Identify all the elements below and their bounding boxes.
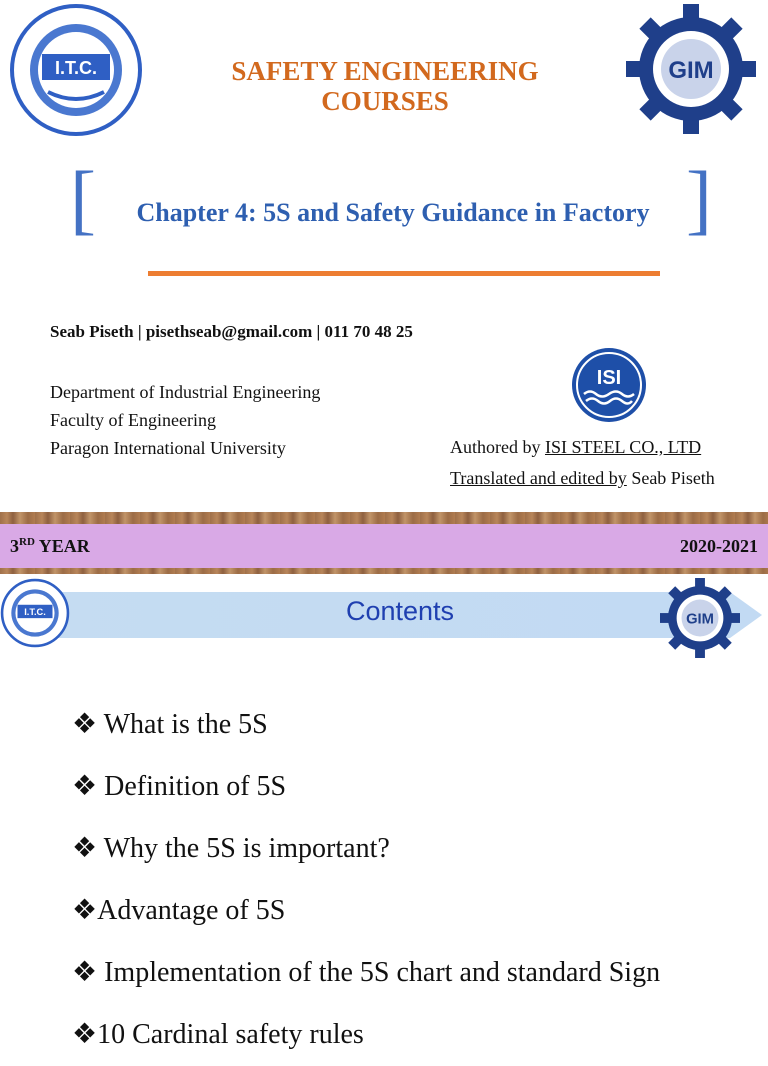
itc-logo-text: I.T.C. [54, 58, 98, 78]
faculty-line: Faculty of Engineering [50, 410, 216, 430]
bullet-diamond-icon: ❖ [72, 1019, 98, 1050]
bracket-right: ] [686, 155, 712, 242]
itc-logo-small-text: I.T.C. [24, 607, 46, 618]
chapter-title: Chapter 4: 5S and Safety Guidance in Factory [136, 198, 650, 227]
list-item: ❖ Definition of 5S [72, 756, 660, 818]
translated-prefix: Translated and edited by [450, 468, 627, 488]
year-band [0, 524, 768, 568]
gim-logo-icon [626, 4, 756, 134]
course-title: SAFETY ENGINEERING COURSES [231, 56, 539, 116]
bracket-left: [ [70, 155, 96, 242]
bullet-diamond-icon: ❖ [72, 771, 98, 802]
study-year: 3RD YEAR [10, 536, 90, 556]
bullet-diamond-icon: ❖ [72, 833, 98, 864]
department-info [50, 378, 320, 462]
list-item: ❖ Why the 5S is important? [72, 818, 660, 880]
list-item: ❖Advantage of 5S [72, 880, 660, 942]
bullet-diamond-icon: ❖ [72, 895, 98, 926]
gim-logo-text: GIM [668, 57, 714, 84]
department-line: Department of Industrial Engineering [50, 382, 321, 402]
list-item: ❖10 Cardinal safety rules [72, 1004, 660, 1066]
contents-slide [0, 574, 768, 1050]
isi-logo-text: ISI [596, 367, 622, 389]
authorship: Authored by ISI STEEL CO., LTD Translated and edited by Seab Piseth [450, 437, 715, 488]
itc-logo-small-icon [0, 578, 70, 648]
gim-logo-small-text: GIM [686, 611, 714, 628]
list-item: ❖ Implementation of the 5S chart and standard Sign [72, 942, 660, 1004]
university-line: Paragon International University [50, 438, 286, 458]
bullet-diamond-icon: ❖ [72, 957, 98, 988]
contents-title: Contents [345, 596, 455, 626]
isi-logo-icon [570, 346, 648, 424]
divider-line [148, 271, 660, 276]
authored-org: ISI STEEL CO., LTD [544, 437, 702, 457]
bullet-diamond-icon: ❖ [72, 709, 98, 740]
list-item: ❖ What is the 5S [72, 694, 660, 756]
gim-logo-small-icon [660, 578, 740, 658]
author-contact: Seab Piseth | pisethseab@gmail.com | 011 70 48 25 [50, 322, 413, 341]
academic-year: 2020-2021 [680, 536, 758, 556]
contents-list [72, 694, 660, 1066]
itc-logo-icon [8, 2, 144, 138]
translator-name: Seab Piseth [626, 468, 715, 488]
